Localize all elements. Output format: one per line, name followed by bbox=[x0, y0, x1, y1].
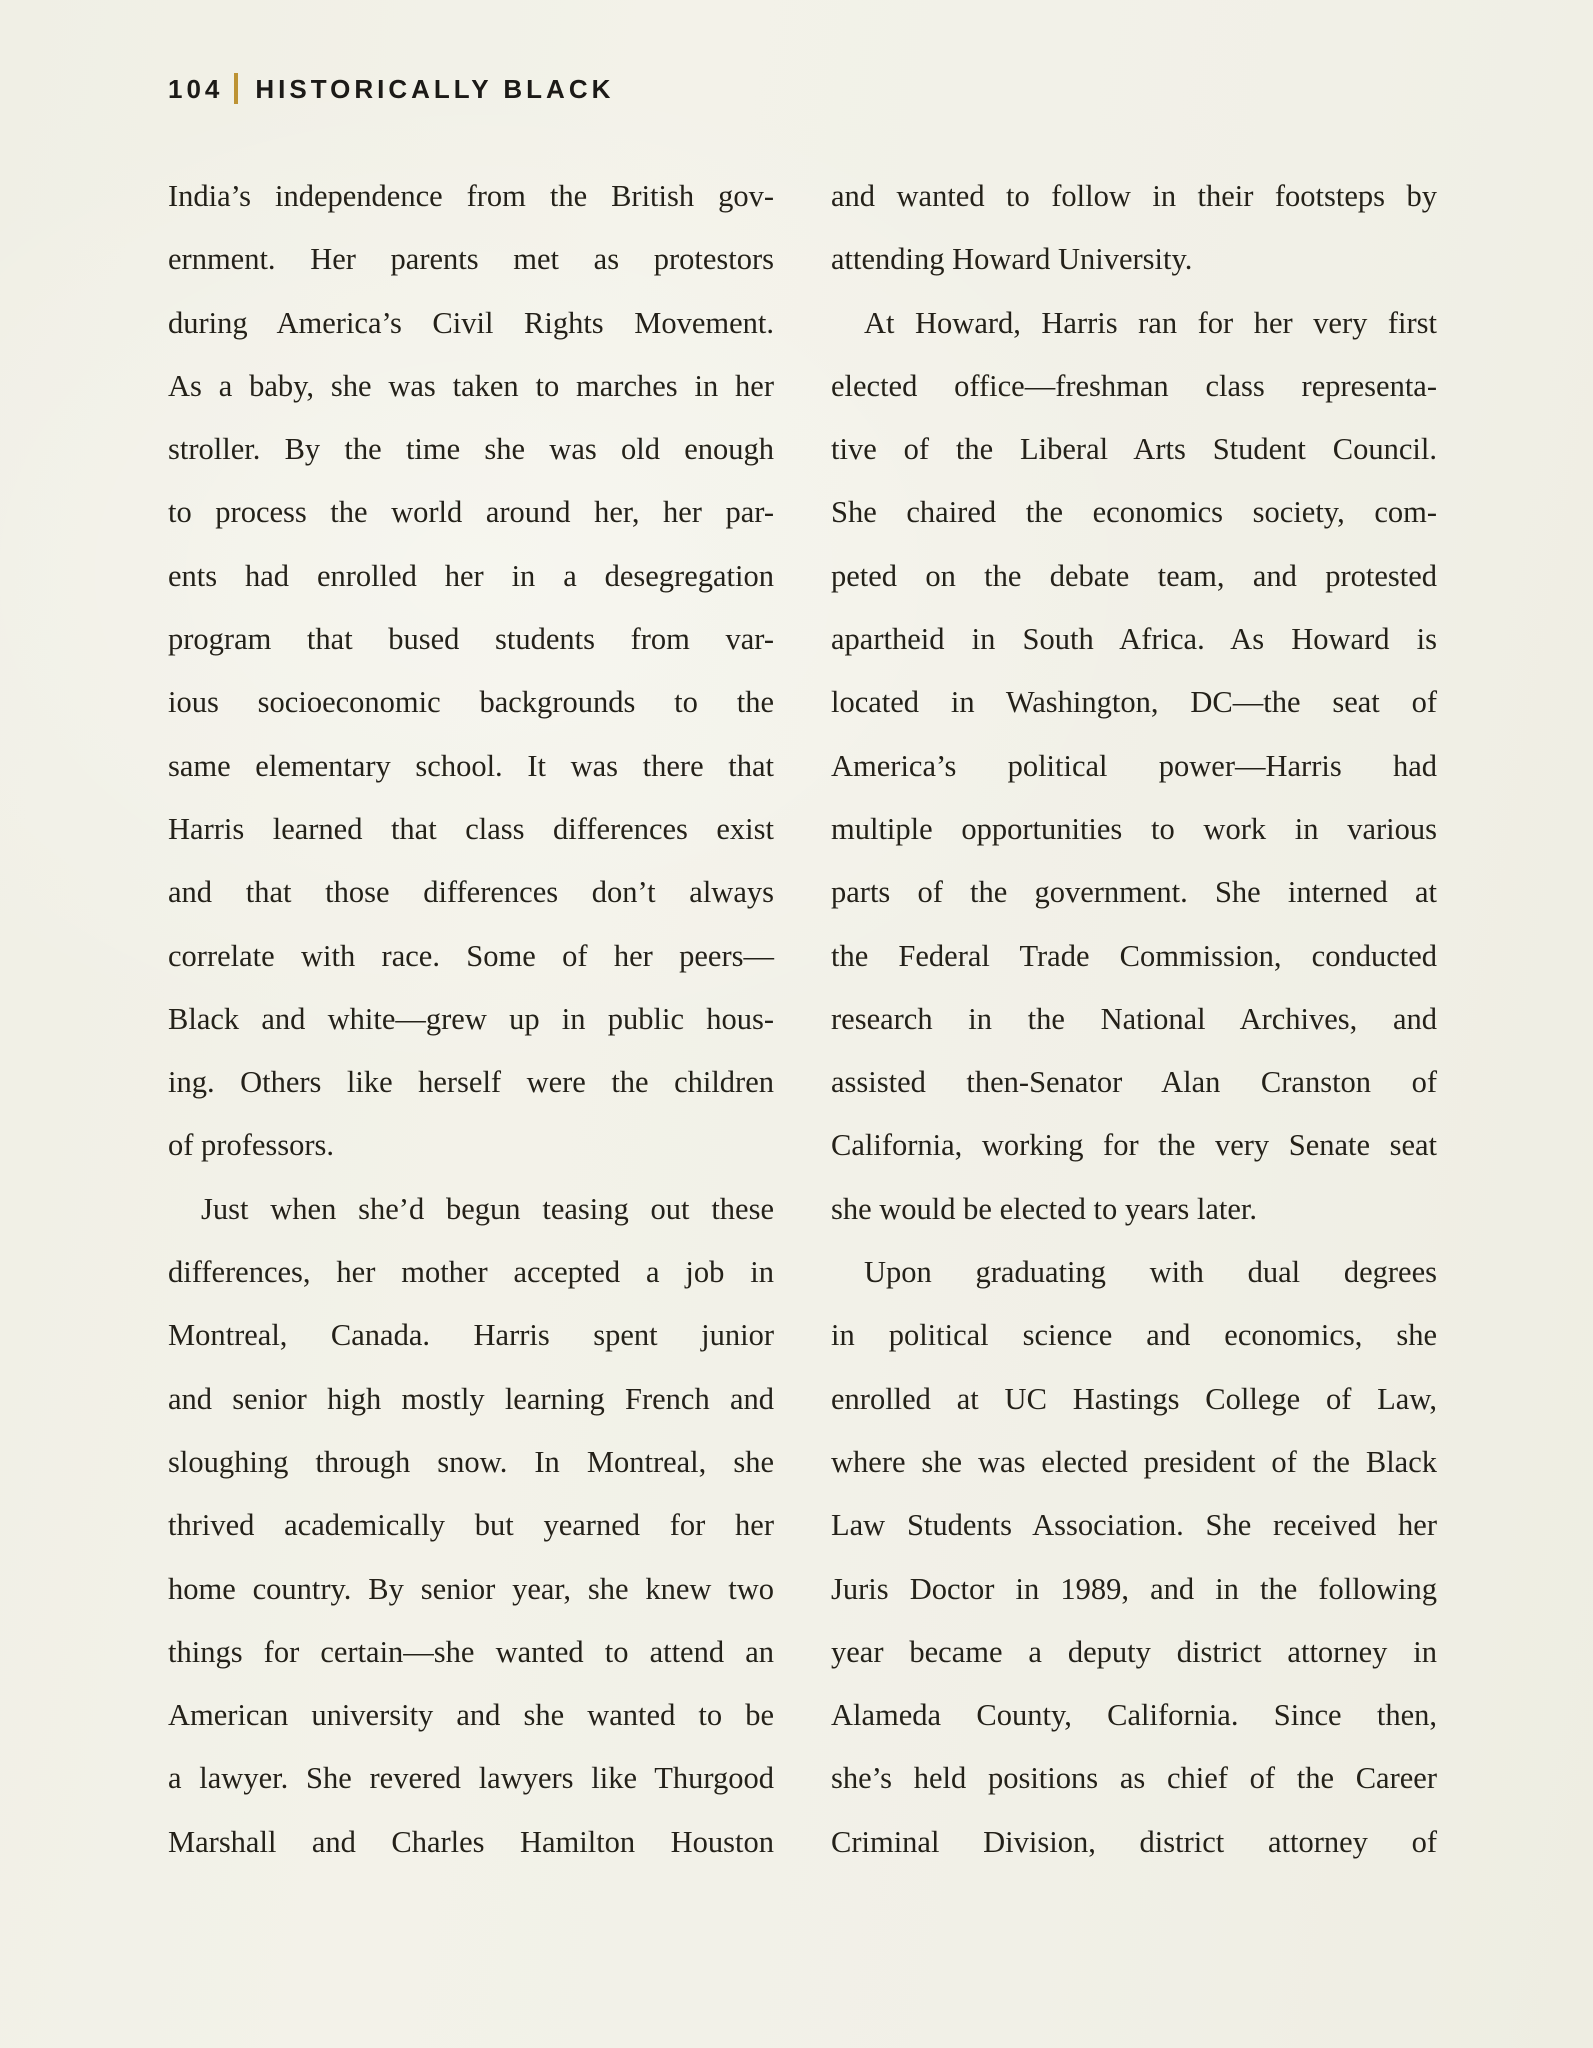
text-line: and wanted to follow in their footsteps by bbox=[831, 179, 1437, 213]
text-line: program that bused students from var- bbox=[168, 622, 774, 657]
text-line: parts of the government. She interned at bbox=[831, 875, 1437, 910]
text-line: Marshall and Charles Hamilton Houston bbox=[168, 1824, 774, 1859]
text-line: ernment. Her parents met as protestors bbox=[168, 242, 774, 277]
left-text-column bbox=[168, 165, 774, 1874]
text-line: she would be elected to years later. bbox=[831, 1191, 1257, 1226]
text-line: Law Students Association. She received her bbox=[831, 1508, 1437, 1543]
text-line: correlate with race. Some of her peers— bbox=[168, 938, 774, 973]
text-line: of professors. bbox=[168, 1128, 335, 1163]
text-line: sloughing through snow. In Montreal, she bbox=[168, 1444, 774, 1479]
text-line: Just when she’d begun teasing out these bbox=[201, 1191, 774, 1226]
text-line: where she was elected president of the Black bbox=[831, 1444, 1437, 1479]
text-line: things for certain—she wanted to attend an bbox=[168, 1634, 774, 1669]
running-title: HISTORICALLY BLACK bbox=[255, 74, 615, 104]
text-line: she’s held positions as chief of the Career bbox=[831, 1761, 1437, 1796]
text-line: multiple opportunities to work in various bbox=[831, 811, 1437, 846]
text-line: in political science and economics, she bbox=[831, 1318, 1437, 1353]
text-line: apartheid in South Africa. As Howard is bbox=[831, 622, 1437, 657]
text-line: Harris learned that class differences exist bbox=[168, 811, 774, 846]
text-line: elected office—freshman class representa- bbox=[831, 368, 1437, 403]
text-line: and that those differences don’t always bbox=[168, 875, 774, 910]
text-line: research in the National Archives, and bbox=[831, 1001, 1437, 1036]
text-line: the Federal Trade Commission, conducted bbox=[831, 938, 1437, 973]
text-line: tive of the Liberal Arts Student Council. bbox=[831, 432, 1437, 467]
text-line: She chaired the economics society, com- bbox=[831, 495, 1437, 530]
running-header bbox=[168, 74, 614, 105]
text-line: a lawyer. She revered lawyers like Thurgood bbox=[168, 1761, 774, 1796]
text-line: Black and white—grew up in public hous- bbox=[168, 1001, 774, 1036]
right-text-column bbox=[831, 165, 1437, 1874]
text-line: ing. Others like herself were the children bbox=[168, 1065, 774, 1100]
text-line: American university and she wanted to be bbox=[168, 1698, 774, 1733]
text-line: ents had enrolled her in a desegregation bbox=[168, 558, 774, 593]
text-line: differences, her mother accepted a job in bbox=[168, 1255, 774, 1290]
text-line: ious socioeconomic backgrounds to the bbox=[168, 685, 774, 720]
text-line: At Howard, Harris ran for her very first bbox=[864, 305, 1437, 340]
text-line: year became a deputy district attorney in bbox=[831, 1634, 1437, 1669]
text-line: stroller. By the time she was old enough bbox=[168, 432, 774, 467]
text-line: during America’s Civil Rights Movement. bbox=[168, 305, 774, 340]
text-line: Alameda County, California. Since then, bbox=[831, 1698, 1437, 1733]
text-line: attending Howard University. bbox=[831, 242, 1193, 277]
text-line: home country. By senior year, she knew two bbox=[168, 1571, 774, 1606]
text-line: Criminal Division, district attorney of bbox=[831, 1824, 1437, 1859]
text-line: assisted then-Senator Alan Cranston of bbox=[831, 1065, 1437, 1100]
page-number: 104 bbox=[168, 74, 224, 104]
text-line: India’s independence from the British gov- bbox=[168, 179, 774, 213]
text-line: thrived academically but yearned for her bbox=[168, 1508, 774, 1543]
text-line: to process the world around her, her par- bbox=[168, 495, 774, 530]
text-line: peted on the debate team, and protested bbox=[831, 558, 1437, 593]
text-line: California, working for the very Senate seat bbox=[831, 1128, 1437, 1163]
text-line: Juris Doctor in 1989, and in the following bbox=[831, 1571, 1437, 1606]
text-line: As a baby, she was taken to marches in her bbox=[168, 368, 774, 403]
text-line: America’s political power—Harris had bbox=[831, 748, 1437, 783]
text-line: and senior high mostly learning French and bbox=[168, 1381, 774, 1416]
text-line: enrolled at UC Hastings College of Law, bbox=[831, 1381, 1437, 1416]
text-line: located in Washington, DC—the seat of bbox=[831, 685, 1437, 720]
text-line: same elementary school. It was there that bbox=[168, 748, 774, 783]
text-line: Montreal, Canada. Harris spent junior bbox=[168, 1318, 774, 1353]
text-line: Upon graduating with dual degrees bbox=[864, 1255, 1437, 1290]
header-divider-bar bbox=[234, 73, 238, 104]
